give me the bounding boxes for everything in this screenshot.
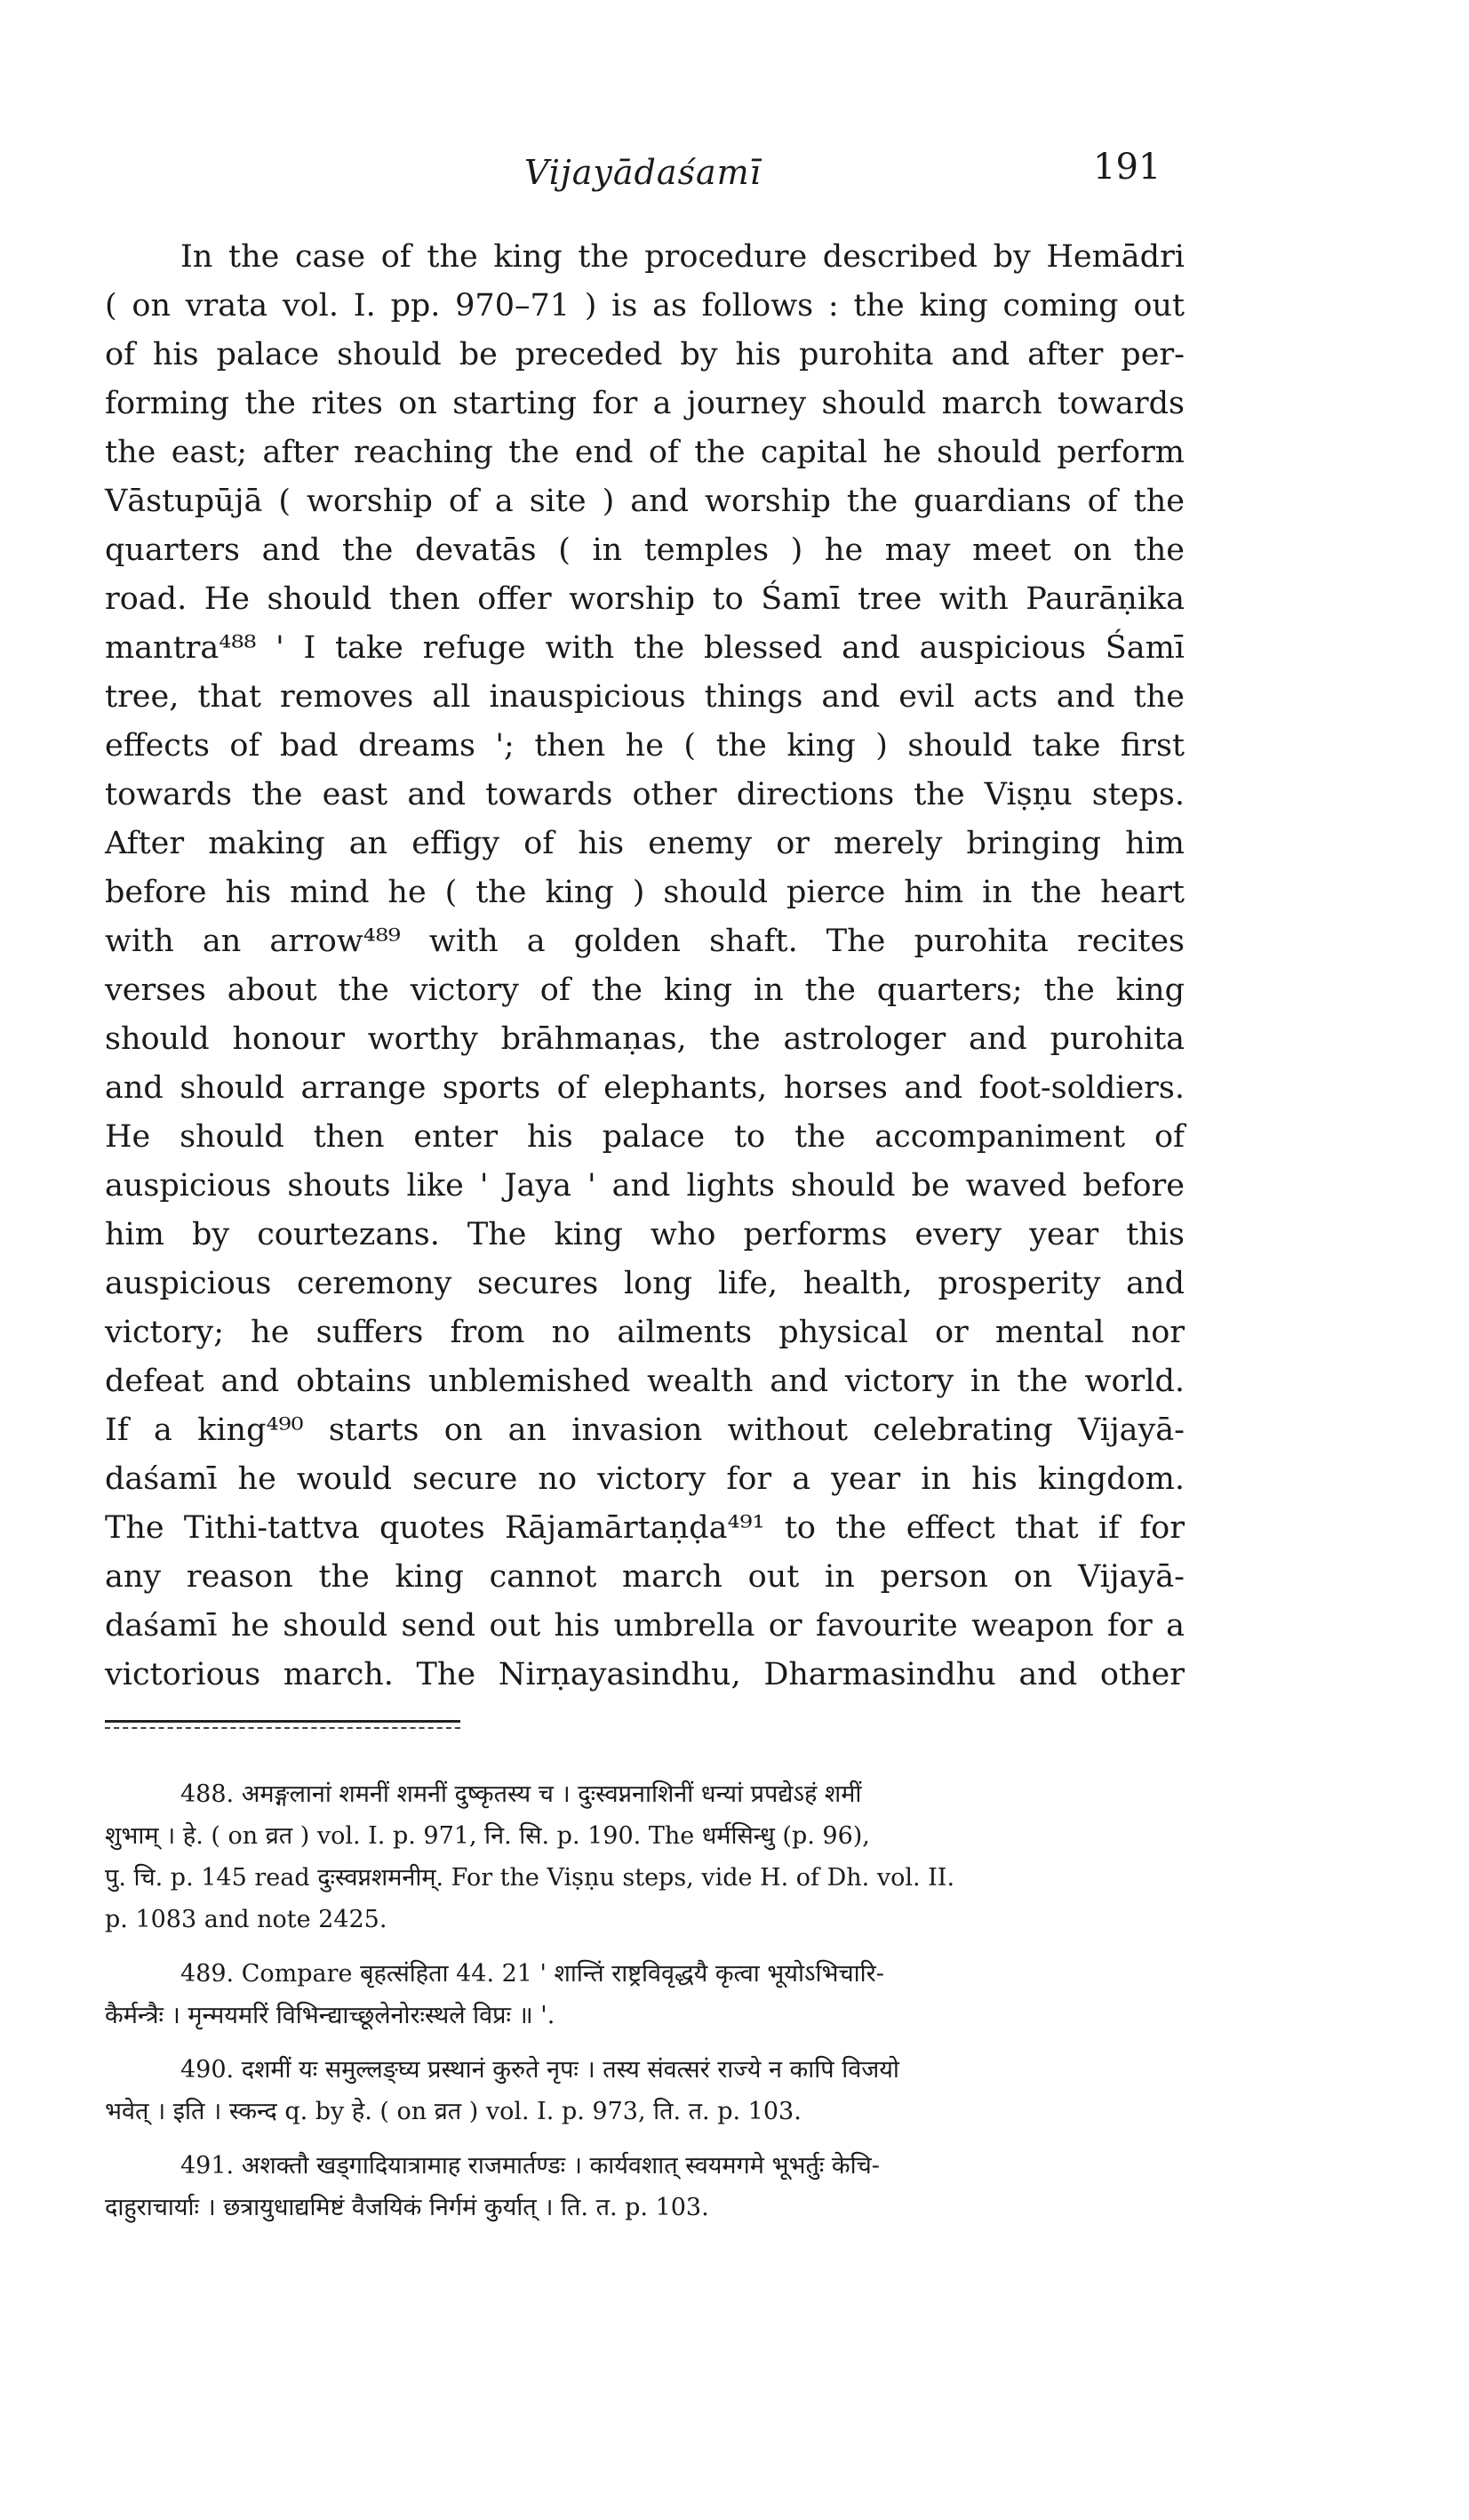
body-line: verses about the victory of the king in the quarters; the king	[105, 972, 1185, 1008]
body-line: If a king⁴⁹⁰ starts on an invasion without celebrating Vijayā-	[105, 1412, 1185, 1448]
body-line: ( on vrata vol. I. pp. 970–71 ) is as follows : the king coming out	[105, 288, 1185, 324]
footnote-488	[105, 1773, 1185, 1940]
body-line: After making an effigy of his enemy or merely bringing him	[105, 826, 1185, 861]
footnote-line: p. 1083 and note 2425.	[105, 1906, 387, 1933]
body-line: mantra⁴⁸⁸ ' I take refuge with the blessed and auspicious Śamī	[105, 630, 1185, 666]
page-number: 191	[1093, 147, 1162, 188]
body-line: him by courtezans. The king who performs every year this	[105, 1217, 1185, 1252]
body-line: and should arrange sports of elephants, horses and foot-soldiers.	[105, 1070, 1185, 1106]
body-line: with an arrow⁴⁸⁹ with a golden shaft. The purohita recites	[105, 924, 1185, 959]
body-line: towards the east and towards other directions the Viṣṇu steps.	[105, 777, 1185, 812]
body-line: auspicious ceremony secures long life, health, prosperity and	[105, 1266, 1185, 1301]
body-line: tree, that removes all inauspicious things and evil acts and the	[105, 679, 1185, 715]
footnotes	[105, 1773, 1185, 2228]
footnote-line: 488. अमङ्गलानां शमनीं शमनीं दुष्कृतस्य च । दुःस्वप्ननाशिनीं धन्यां प्रपद्येऽहं शमीं	[180, 1780, 862, 1808]
body-line: daśamī he would secure no victory for a year in his kingdom.	[105, 1461, 1185, 1497]
body-line: of his palace should be preceded by his purohita and after per-	[105, 337, 1185, 372]
body-line: road. He should then offer worship to Śamī tree with Paurāṇika	[105, 581, 1185, 617]
footnote-line: दाहुराचार्याः । छत्रायुधाद्यमिष्टं वैजयिकं निर्गमं कुर्यात् । ति. त. p. 103.	[105, 2194, 709, 2221]
body-line: quarters and the devatās ( in temples ) he may meet on the	[105, 532, 1185, 568]
body-line: victorious march. The Nirṇayasindhu, Dharmasindhu and other	[105, 1657, 1185, 1692]
footnote-line: भवेत् । इति । स्कन्द q. by हे. ( on व्रत ) vol. I. p. 973, ति. त. p. 103.	[105, 2098, 802, 2125]
footnote-489	[105, 1953, 1185, 2036]
body-line: victory; he suffers from no ailments physical or mental nor	[105, 1315, 1185, 1350]
running-header-title: Vijayādaśamī	[524, 153, 762, 192]
footnote-line: पु. चि. p. 145 read दुःस्वप्नशमनीम्. For the Viṣṇu steps, vide H. of Dh. vol. II.	[105, 1864, 955, 1892]
footnote-line: शुभाम् । हे. ( on व्रत ) vol. I. p. 971, नि. सि. p. 190. The धर्मसिन्धु (p. 96),	[105, 1822, 870, 1850]
body-line: daśamī he should send out his umbrella or favourite weapon for a	[105, 1608, 1185, 1644]
body-line: any reason the king cannot march out in person on Vijayā-	[105, 1559, 1185, 1595]
body-line: In the case of the king the procedure described by Hemādri	[180, 239, 1185, 275]
body-line: Vāstupūjā ( worship of a site ) and worship the guardians of the	[105, 484, 1185, 519]
footnote-line: 490. दशमीं यः समुल्लङ्घ्य प्रस्थानं कुरुते नृपः । तस्य संवत्सरं राज्ये न कापि विजयो	[180, 2056, 899, 2084]
body-line: effects of bad dreams '; then he ( the king ) should take first	[105, 728, 1185, 764]
body-line: auspicious shouts like ' Jaya ' and lights should be waved before	[105, 1168, 1185, 1204]
body-line: He should then enter his palace to the accompaniment of	[105, 1119, 1185, 1155]
body-line: should honour worthy brāhmaṇas, the astrologer and purohita	[105, 1021, 1185, 1057]
body-line: before his mind he ( the king ) should pierce him in the heart	[105, 875, 1185, 910]
body-line: The Tithi-tattva quotes Rājamārtaṇḍa⁴⁹¹ to the effect that if for	[105, 1510, 1185, 1546]
footnote-separator	[105, 1720, 460, 1723]
body-line: forming the rites on starting for a journey should march towards	[105, 386, 1185, 421]
footnote-line: 491. अशक्तौ खड्गादियात्रामाह राजमार्तण्डः । कार्यवशात् स्वयमगमे भूभर्तुः केचि-	[180, 2152, 880, 2180]
footnote-line: 489. Compare बृहत्संहिता 44. 21 ' शान्तिं राष्ट्रविवृद्धयै कृत्वा भूयोऽभिचारि-	[180, 1960, 884, 1988]
body-line: defeat and obtains unblemished wealth and victory in the world.	[105, 1364, 1185, 1399]
footnote-separator-underline	[105, 1727, 460, 1729]
body-paragraph	[105, 233, 1185, 1700]
footnote-490	[105, 2049, 1185, 2132]
body-line: the east; after reaching the end of the capital he should perform	[105, 435, 1185, 470]
footnote-491	[105, 2145, 1185, 2228]
footnote-line: कैर्मन्त्रैः । मृन्मयमरिं विभिन्द्याच्छूलेनोरःस्थले विप्रः ॥ '.	[105, 2002, 555, 2029]
